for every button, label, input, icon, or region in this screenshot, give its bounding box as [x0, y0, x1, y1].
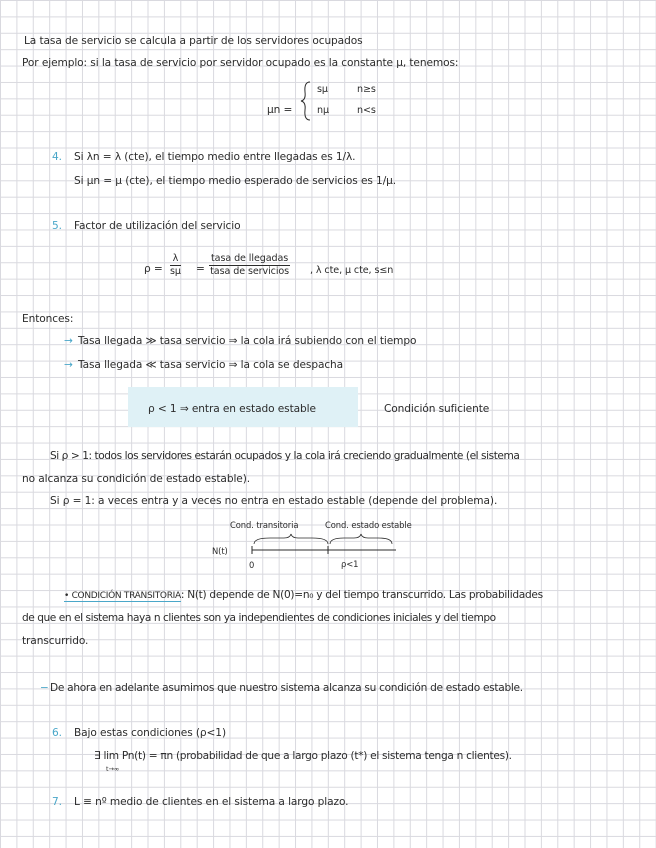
item-number-7: 7.	[52, 796, 62, 808]
item-number-5: 5.	[52, 220, 62, 232]
equals-sign: =	[196, 263, 205, 275]
zero-label: 0	[249, 560, 255, 570]
item-5-title: Factor de utilización del servicio	[74, 220, 241, 232]
bullet-1: Tasa llegada ≫ tasa servicio ⇒ la cola irá subiendo con el tiempo	[78, 335, 417, 347]
text-line-2: Por ejemplo: si la tasa de servicio por servidor ocupado es la constante μ, tenemos:	[22, 57, 459, 69]
arrow-icon: →	[64, 335, 73, 347]
item-4-line-b: Si μn = μ (cte), el tiempo medio esperado de servicios es 1/μ.	[74, 175, 397, 187]
rho-numerator: λ	[170, 253, 181, 266]
dash-icon: −	[40, 682, 49, 694]
nt-label: N(t)	[212, 546, 228, 556]
item-number-4: 4.	[52, 151, 62, 163]
case2-value: nμ	[317, 105, 329, 116]
limit-line: ∃ lim Pn(t) = πn (probabilidad de que a largo plazo (t*) el sistema tenga n clientes).	[94, 750, 512, 762]
transitoria-line-a	[64, 588, 543, 603]
entonces-label: Entonces:	[22, 313, 74, 325]
rho-lhs: ρ =	[144, 263, 163, 275]
text-line-1: La tasa de servicio se calcula a partir de los servidores ocupados	[24, 35, 363, 47]
timeline-diagram	[250, 534, 410, 554]
item-6-title: Bajo estas condiciones (ρ<1)	[74, 727, 226, 739]
rho-fraction	[170, 253, 181, 278]
limit-subscript: t→∞	[106, 765, 120, 773]
brace-icon	[300, 80, 314, 122]
item-number-6: 6.	[52, 727, 62, 739]
sufficient-condition: Condición suficiente	[384, 403, 490, 415]
rho-denominator: sμ	[170, 266, 181, 277]
rho-gt-1-line-a: Si ρ > 1: todos los servidores estarán ocupados y la cola irá creciendo gradualmente (el sistema	[50, 450, 520, 462]
transitoria-label: • CONDICIÓN TRANSITORIA	[64, 591, 181, 601]
rho-conditions: , λ cte, μ cte, s≤n	[310, 265, 394, 276]
bullet-2: Tasa llegada ≪ tasa servicio ⇒ la cola se despacha	[78, 359, 344, 371]
transitoria-line-b: de que en el sistema haya n clientes son ya independientes de condiciones iniciales y del tiempo	[22, 612, 496, 624]
cond-estable-label: Cond. estado estable	[325, 520, 412, 530]
transitoria-text-a: : N(t) depende de N(0)=n₀ y del tiempo transcurrido. Las probabilidades	[180, 589, 543, 601]
rho-lt-1-label: ρ<1	[341, 559, 359, 569]
tasa-fraction	[209, 253, 290, 278]
case1-value: sμ	[317, 84, 328, 95]
rho-gt-1-line-b: no alcanza su condición de estado estable).	[22, 473, 251, 485]
stable-condition: ρ < 1 ⇒ entra en estado estable	[148, 403, 316, 415]
rho-eq-1-line: Si ρ = 1: a veces entra y a veces no entra en estado estable (depende del problema).	[50, 495, 498, 507]
case1-condition: n≥s	[357, 84, 376, 95]
cond-transitoria-label: Cond. transitoria	[230, 520, 299, 530]
case2-condition: n<s	[357, 105, 376, 116]
tasa-denominator: tasa de servicios	[210, 266, 290, 277]
tasa-numerator: tasa de llegadas	[211, 253, 289, 264]
item-4-line-a: Si λn = λ (cte), el tiempo medio entre llegadas es 1/λ.	[74, 151, 356, 163]
mu-n-lhs: μn =	[267, 104, 293, 116]
assumption-line: De ahora en adelante asumimos que nuestro sistema alcanza su condición de estado estable.	[50, 682, 523, 694]
arrow-icon: →	[64, 359, 73, 371]
item-7-line: L ≡ nº medio de clientes en el sistema a largo plazo.	[74, 796, 349, 808]
transitoria-line-c: transcurrido.	[22, 635, 89, 647]
